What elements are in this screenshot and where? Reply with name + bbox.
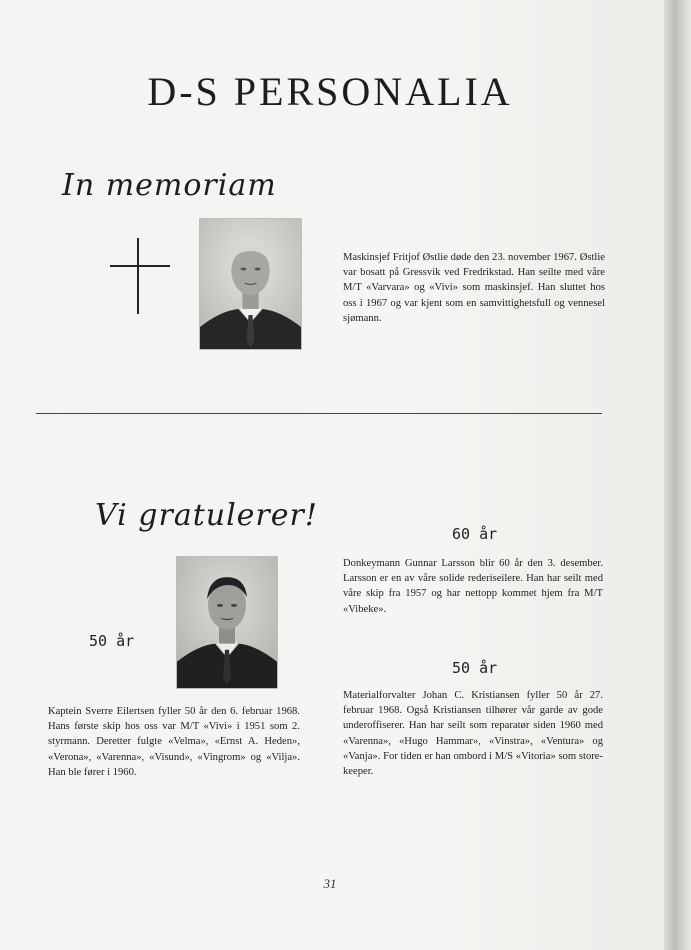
page-edge-shadow — [664, 0, 691, 950]
memorial-cross-icon — [110, 238, 170, 314]
section-divider — [36, 413, 602, 414]
larsson-paragraph: Donkeymann Gunnar Larsson blir 60 år den 3. desember. Larsson er en av våre solide rederiseilere. Han har seilt med våre skip fra 1957 og har nettopp kommet hjem fra M/T «Vibeke». — [343, 558, 603, 615]
congratulations-heading: Vi gratulerer! — [95, 498, 318, 533]
eilertsen-portrait-photo — [176, 556, 278, 689]
memoriam-paragraph: Maskinsjef Fritjof Østlie døde den 23. november 1967. Østlie var bosatt på Gressvik ved Fredrikstad. Han seilte med våre M/T «Varvara» og «Vivi» som maskinsjef. Han sluttet hos oss i 1967 og var kjent som en samvittighetsfull og vennesel sjømann. — [343, 252, 605, 324]
eilertsen-paragraph: Kaptein Sverre Eilertsen fyller 50 år den 6. februar 1968. Hans første skip hos oss var M/T «Vivi» i 1951 som 2. styrmann. Deretter fulgte «Velma», «Ernst A. Heden», «Verona», «Varenna», «Visund», «Vingrom» og «Vilja». Han ble fører i 1960. — [48, 706, 300, 778]
age-heading-60: 60 år — [452, 525, 498, 543]
page-title: D-S PERSONALIA — [147, 69, 513, 114]
in-memoriam-heading: In memoriam — [62, 168, 277, 203]
page-number: 31 — [323, 876, 337, 891]
kristiansen-paragraph: Materialforvalter Johan C. Kristiansen fyller 50 år 27. februar 1968. Også Kristiansen tilhører vår garde av gode underoffiserer. Han har seilt som reparatør siden 1960 med «Varenna», «Hugo Hammar», «Vinstra», «Ventura» og «Vanja». For tiden er han ombord i M/S «Vitoria» som store-keeper. — [343, 690, 603, 778]
age-heading-50-left: 50 år — [89, 632, 135, 650]
memoriam-portrait-photo — [199, 218, 302, 350]
age-heading-50-right: 50 år — [452, 659, 498, 677]
